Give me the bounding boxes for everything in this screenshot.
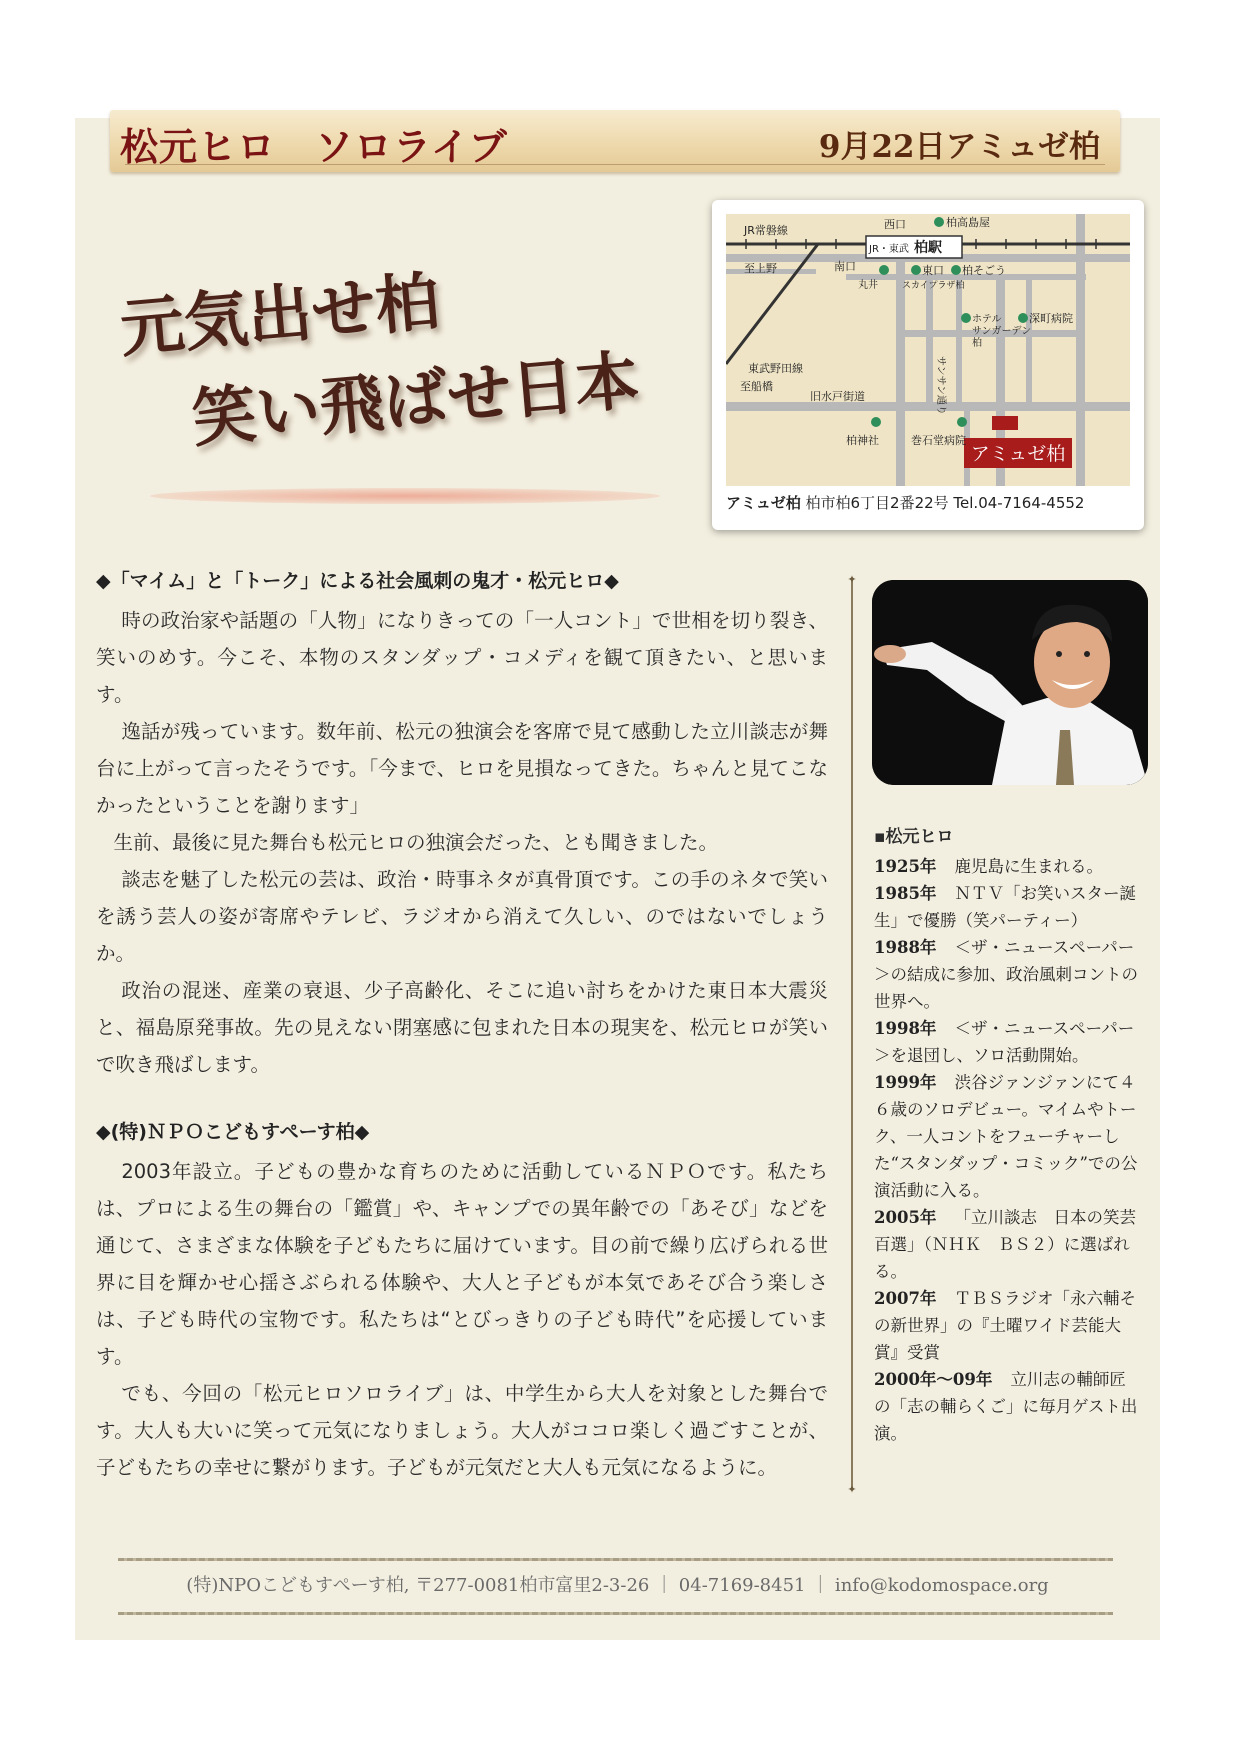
biography-text: ＴＢＳラジオ「永六輔その新世界」の『土曜ワイド芸能大賞』受賞 <box>874 1289 1136 1362</box>
biography-entry <box>874 853 1139 880</box>
performer-biography <box>874 822 1139 1447</box>
venue-caption <box>726 492 1136 513</box>
section-heading-npo: ◆(特)ＮＰＯこどもすぺーす柏◆ <box>96 1121 370 1143</box>
performer-paragraph: 談志を魅了した松元の芸は、政治・時事ネタが真骨頂です。この手のネタで笑いを誘う芸人の姿が寄席やテレビ、ラジオから消えて久しい、のではないでしょうか。 <box>96 868 828 965</box>
npo-paragraph: でも、今回の「松元ヒロソロライブ」は、中学生から大人を対象とした舞台です。大人も大いに笑って元気になりましょう。大人がココロ楽しく過ごすことが、子どもたちの幸せに繋がります。子どもが元気だと大人も元気になるように。 <box>96 1382 828 1479</box>
biography-text: ＜ザ・ニュースペーパー＞を退団し、ソロ活動開始。 <box>874 1019 1135 1065</box>
biography-year: 1999年 <box>874 1073 937 1092</box>
biography-year: 1925年 <box>874 857 937 876</box>
event-title: 松元ヒロ ソロライブ <box>120 124 508 169</box>
map-label-to-ueno: 至上野 <box>744 262 777 275</box>
biography-year: 1985年 <box>874 884 937 903</box>
biography-entry <box>874 880 1139 934</box>
biography-entry <box>874 1366 1139 1447</box>
brush-stroke-decoration <box>150 488 660 504</box>
map-label-sky-plaza: スカイプラザ柏 <box>902 281 965 291</box>
map-label-kyu-mito: 旧水戸街道 <box>810 390 865 403</box>
map-label-kashiwa-shrine: 柏神社 <box>846 434 879 447</box>
biography-year: 2007年 <box>874 1289 937 1308</box>
map-label-jr-joban: JR常磐線 <box>744 224 788 237</box>
performer-photo <box>872 580 1148 785</box>
biography-text: 鹿児島に生まれる。 <box>954 857 1103 876</box>
performer-paragraph: 政治の混迷、産業の衰退、少子高齢化、そこに追い討ちをかけた東日本大震災と、福島原発事故。先の見えない閉塞感に包まれた日本の現実を、松元ヒロが笑いで吹き飛ばします。 <box>96 979 828 1076</box>
map-label-takashimaya: 柏高島屋 <box>946 216 990 229</box>
biography-text: 立川志の輔師匠の「志の輔らくご」に毎月ゲスト出演。 <box>874 1370 1138 1443</box>
biography-entry <box>874 1015 1139 1069</box>
map-label-south-exit: 南口 <box>834 260 856 273</box>
map-label-fukamachi-hospital: 深町病院 <box>1029 312 1073 325</box>
map-label-kashiwa: 柏 <box>972 338 982 349</box>
divider-ornament-top: ✦ <box>847 573 857 586</box>
map-label-west-exit: 西口 <box>884 218 906 231</box>
slogan <box>117 260 680 460</box>
biography-text: 渋谷ジァンジァンにて４６歳のソロデビュー。マイムやトーク、一人コントをフューチャーした“スタンダップ・コミック”での公演活動に入る。 <box>874 1073 1138 1200</box>
biography-entry <box>874 1204 1139 1285</box>
map-label-sogo: 柏そごう <box>962 264 1006 277</box>
main-column <box>96 566 828 1486</box>
map-label-marui: 丸井 <box>858 280 878 291</box>
map-label-kenseki-hospital: 巻石堂病院 <box>911 434 966 447</box>
performer-paragraph: 時の政治家や話題の「人物」になりきっての「一人コント」で世相を切り裂き、笑いのめす。今こそ、本物のスタンダップ・コメディを観て頂きたい、と思います。 <box>96 609 828 706</box>
footer-rule-bottom <box>118 1612 1113 1615</box>
biography-text: ＜ザ・ニュースペーパー＞の結成に参加、政治風刺コントの世界へ。 <box>874 938 1138 1011</box>
map-label-tobu-noda: 東武野田線 <box>748 362 803 375</box>
biography-year: 2000年〜09年 <box>874 1370 993 1389</box>
map-label-hotel: ホテル <box>972 314 1002 325</box>
biography-heading: ▪松元ヒロ <box>874 827 954 847</box>
venue-map <box>726 214 1130 486</box>
slogan-line-2: 笑い飛ばせ日本 <box>189 343 643 457</box>
venue-caption-address: 柏市柏6丁目2番22号 Tel.04-7164-4552 <box>805 494 1085 512</box>
biography-text: 「立川談志 日本の笑芸百選」（ＮＨＫ ＢＳ２）に選ばれる。 <box>874 1208 1136 1281</box>
venue-map-card <box>712 200 1144 530</box>
footer-rule-top <box>118 1558 1113 1561</box>
column-divider <box>851 580 853 1490</box>
venue-caption-name: アミュゼ柏 <box>726 494 801 512</box>
map-label-sansan-dori: サンサン通り <box>935 356 946 415</box>
biography-text: ＮＴＶ「お笑いスター誕生」で優勝（笑パーティー） <box>874 884 1136 930</box>
header-banner <box>110 110 1120 172</box>
map-label-station: 柏駅 <box>914 240 942 256</box>
map-label-sun-garden: サンガーデン <box>972 326 1032 337</box>
biography-entry <box>874 1069 1139 1204</box>
slogan-line-1: 元気出せ柏 <box>117 264 443 367</box>
map-label-to-funabashi: 至船橋 <box>740 380 773 393</box>
npo-paragraph: 2003年設立。子どもの豊かな育ちのために活動しているＮＰＯです。私たちは、プロによる生の舞台の「鑑賞」や、キャンプでの異年齢での「あそび」などを通じて、さまざまな体験を子どもたちに届けています。目の前で繰り広げられる世界に目を輝かせ心揺さぶられる体験や、大人と子どもが本気であそび合う楽しさは、子ども時代の宝物です。私たちは“とびっきりの子ども時代”を応援しています。 <box>96 1160 828 1368</box>
biography-entry <box>874 934 1139 1015</box>
divider-ornament-bottom: ✦ <box>847 1483 857 1496</box>
performer-paragraph: 逸話が残っています。数年前、松元の独演会を客席で見て感動した立川談志が舞台に上がって言ったそうです。「今まで、ヒロを見損なってきた。ちゃんと見てこなかったということを謝ります」 <box>96 720 828 817</box>
biography-year: 1988年 <box>874 938 937 957</box>
biography-year: 2005年 <box>874 1208 937 1227</box>
section-heading-performer: ◆「マイム」と「トーク」による社会風刺の鬼才・松元ヒロ◆ <box>96 570 619 592</box>
biography-entry <box>874 1285 1139 1366</box>
performer-paragraph: 生前、最後に見た舞台も松元ヒロの独演会だった、とも聞きました。 <box>113 831 719 854</box>
event-date-venue: 9月22日アミュゼ柏 <box>818 129 1100 165</box>
map-venue-label: アミュゼ柏 <box>970 443 1066 465</box>
footer-contact: (特)NPOこどもすぺーす柏, 〒277-0081柏市富里2-3-26 ｜ 04-7169-8451 ｜ info@kodomospace.org <box>186 1575 1049 1596</box>
map-label-station-prefix: JR・東武 <box>869 244 909 255</box>
map-label-east-exit: 東口 <box>922 264 944 277</box>
biography-year: 1998年 <box>874 1019 937 1038</box>
